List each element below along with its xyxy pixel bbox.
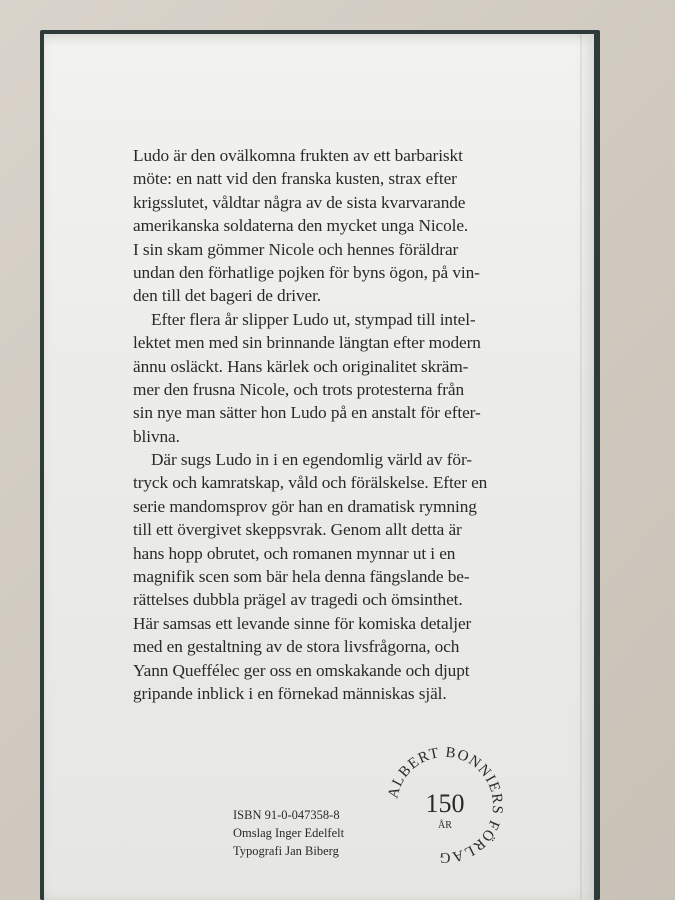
blurb-line: till ett övergivet skeppsvrak. Genom allt detta är [133,520,462,540]
blurb-line: Där sugs Ludo in i en egendomlig värld av för- [151,450,472,470]
blurb-line: rättelses dubbla prägel av tragedi och ömsinthet. [133,590,463,610]
blurb-line: möte: en natt vid den franska kusten, strax efter [133,169,457,189]
blurb-line: I sin skam gömmer Nicole och hennes föräldrar [133,239,459,259]
blurb-line: lektet men med sin brinnande längtan efter modern [133,333,481,353]
typography-credit: Typografi Jan Biberg [233,844,339,858]
blurb-line: med en gestaltning av de stora livsfrågorna, och [133,637,460,657]
blurb-line: magnifik scen som bär hela denna fängslande be- [133,567,470,587]
blurb-line: Ludo är den ovälkomna frukten av ett barbariskt [133,146,463,165]
seal-unit: ÅR [438,820,452,831]
cover-credit: Omslag Inger Edelfelt [233,826,345,840]
blurb-line: Yann Queffélec ger oss en omskakande och djupt [133,660,470,680]
blurb-line: serie mandomsprov gör han en dramatisk rymning [133,496,477,516]
blurb-text [133,144,573,705]
blurb-line: Här samsas ett levande sinne för komiska detaljer [133,613,472,633]
blurb-line: krigsslutet, våldtar några av de sista kvarvarande [133,192,466,212]
blurb-line: ännu osläckt. Hans kärlek och originalitet skräm- [133,356,469,376]
blurb-line: gripande inblick i en förnekad människas själ. [133,683,447,703]
blurb-line: hans hopp obrutet, och romanen mynnar ut i en [133,543,456,563]
blurb-line: undan den förhatlige pojken för byns ögon, på vin- [133,262,480,282]
seal-number: 150 [425,789,465,818]
blurb-line: sin nye man sätter hon Ludo på en anstalt för efter- [133,403,481,423]
seal-ring-text: ALBERT BONNIERS FÖRLAG [385,744,506,866]
blurb-line: den till det bageri de driver. [133,286,321,306]
blurb-line: Efter flera år slipper Ludo ut, stympad till intel- [151,309,476,329]
colophon [233,806,344,860]
publisher-seal [380,740,510,870]
blurb-line: amerikanska soldaterna den mycket unga Nicole. [133,216,469,236]
isbn-text: ISBN 91-0-047358-8 [233,808,340,822]
blurb-line: tryck och kamratskap, våld och förälskelse. Efter en [133,473,488,493]
blurb-line: blivna. [133,426,180,446]
blurb-line: mer den frusna Nicole, och trots protesterna från [133,379,464,399]
